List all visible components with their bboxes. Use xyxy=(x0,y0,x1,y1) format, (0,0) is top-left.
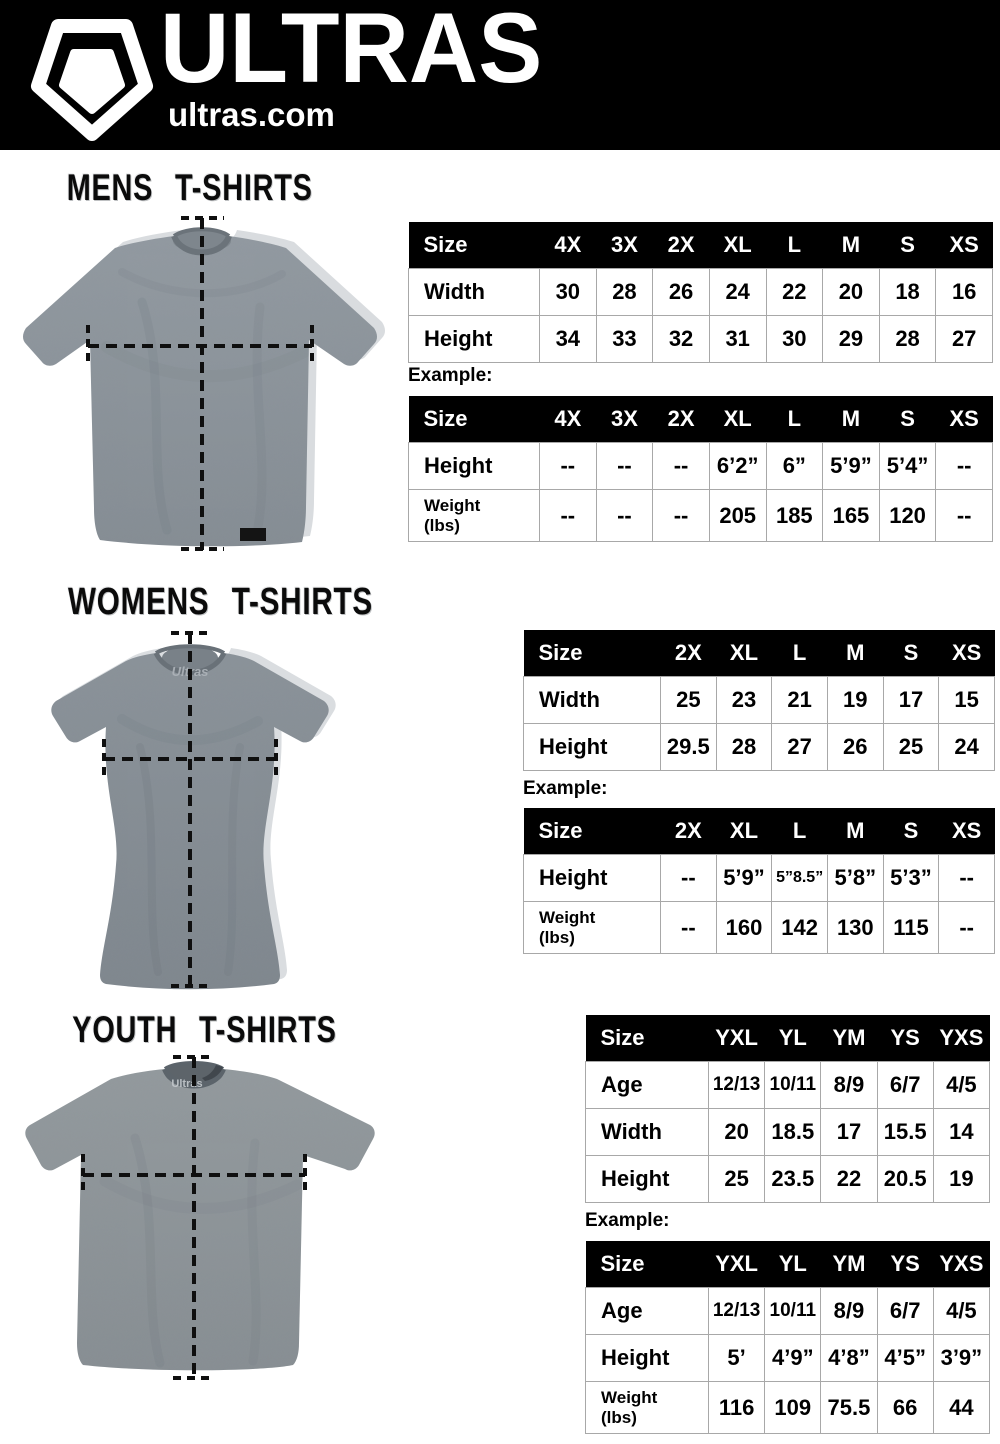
size-column-header: Size xyxy=(524,808,661,855)
size-value-cell: 14 xyxy=(933,1109,989,1156)
row-label: Age xyxy=(586,1062,709,1109)
size-value-cell: 28 xyxy=(716,724,772,771)
mens-example-label: Example: xyxy=(408,365,493,386)
size-header-cell: YXS xyxy=(933,1015,989,1062)
size-value-cell: 10/11 xyxy=(765,1062,821,1109)
size-value-cell: -- xyxy=(653,490,710,542)
size-value-cell: 19 xyxy=(933,1156,989,1203)
size-value-cell: 6/7 xyxy=(877,1288,933,1335)
size-value-cell: 5’8” xyxy=(827,855,883,902)
size-value-cell: 130 xyxy=(827,902,883,954)
size-header-cell: L xyxy=(772,630,828,677)
size-value-cell: 22 xyxy=(821,1156,877,1203)
table-row xyxy=(586,1156,990,1203)
size-value-cell: 6” xyxy=(766,443,823,490)
size-header-cell: XS xyxy=(936,222,993,269)
size-value-cell: 20.5 xyxy=(877,1156,933,1203)
size-header-cell: S xyxy=(883,808,939,855)
table-row xyxy=(409,490,993,542)
collar-brand-print: Ultras xyxy=(171,1078,203,1090)
size-value-cell: 27 xyxy=(772,724,828,771)
size-value-cell: 4’9” xyxy=(765,1335,821,1382)
size-value-cell: 25 xyxy=(883,724,939,771)
size-header-cell: XL xyxy=(716,808,772,855)
size-value-cell: 115 xyxy=(883,902,939,954)
size-value-cell: -- xyxy=(939,902,995,954)
size-header-cell: YS xyxy=(877,1015,933,1062)
size-header-cell: YXL xyxy=(709,1241,765,1288)
size-value-cell: 142 xyxy=(772,902,828,954)
row-label: Weight (lbs) xyxy=(586,1382,709,1434)
youth-section-title: YOUTH T-SHIRTS xyxy=(72,1009,337,1050)
size-header-cell: M xyxy=(827,630,883,677)
size-header-cell: XL xyxy=(709,222,766,269)
size-value-cell: 33 xyxy=(596,316,653,363)
size-column-header: Size xyxy=(586,1241,709,1288)
size-value-cell: -- xyxy=(653,443,710,490)
size-value-cell: 116 xyxy=(709,1382,765,1434)
size-value-cell: 29.5 xyxy=(661,724,717,771)
size-value-cell: -- xyxy=(936,443,993,490)
ultras-pentagon-logo-icon xyxy=(28,8,156,142)
size-header-cell: 2X xyxy=(653,222,710,269)
size-header-cell: 3X xyxy=(596,222,653,269)
womens-tshirt-image xyxy=(40,627,340,999)
table-row xyxy=(409,443,993,490)
size-value-cell: 16 xyxy=(936,269,993,316)
size-value-cell: 12/13 xyxy=(709,1062,765,1109)
youth-size-table xyxy=(585,1015,990,1203)
site-domain: ultras.com xyxy=(168,96,335,133)
row-label: Height xyxy=(409,443,540,490)
size-header-cell: 2X xyxy=(661,630,717,677)
size-header-cell: 3X xyxy=(596,396,653,443)
size-value-cell: 44 xyxy=(933,1382,989,1434)
size-value-cell: 18.5 xyxy=(765,1109,821,1156)
size-header-cell: L xyxy=(772,808,828,855)
mens-size-table xyxy=(408,222,993,363)
size-header-cell: M xyxy=(823,222,880,269)
row-label: Height xyxy=(524,724,661,771)
size-value-cell: 28 xyxy=(879,316,936,363)
size-value-cell: 23 xyxy=(716,677,772,724)
size-value-cell: 4’8” xyxy=(821,1335,877,1382)
size-value-cell: 28 xyxy=(596,269,653,316)
size-value-cell: 30 xyxy=(766,316,823,363)
size-value-cell: 30 xyxy=(540,269,597,316)
size-value-cell: 19 xyxy=(827,677,883,724)
row-label: Height xyxy=(586,1156,709,1203)
size-header-cell: XS xyxy=(939,630,995,677)
womens-example-label: Example: xyxy=(523,778,608,799)
size-value-cell: 23.5 xyxy=(765,1156,821,1203)
table-row xyxy=(586,1062,990,1109)
size-header-cell: S xyxy=(883,630,939,677)
size-column-header: Size xyxy=(524,630,661,677)
youth-example-label: Example: xyxy=(585,1210,670,1231)
size-value-cell: 5’3” xyxy=(883,855,939,902)
size-value-cell: 31 xyxy=(709,316,766,363)
table-row xyxy=(586,1335,990,1382)
mens-tshirt-image xyxy=(12,212,394,560)
size-value-cell: 25 xyxy=(661,677,717,724)
size-value-cell: 10/11 xyxy=(765,1288,821,1335)
size-header-cell: M xyxy=(827,808,883,855)
size-value-cell: 21 xyxy=(772,677,828,724)
size-value-cell: -- xyxy=(936,490,993,542)
size-header-cell: S xyxy=(879,396,936,443)
size-header-cell: YL xyxy=(765,1015,821,1062)
womens-section-title: WOMENS T-SHIRTS xyxy=(68,581,373,623)
size-value-cell: -- xyxy=(596,490,653,542)
size-value-cell: -- xyxy=(661,902,717,954)
size-value-cell: -- xyxy=(540,490,597,542)
size-value-cell: 6/7 xyxy=(877,1062,933,1109)
size-value-cell: -- xyxy=(596,443,653,490)
row-label: Width xyxy=(409,269,540,316)
youth-example-table xyxy=(585,1241,990,1434)
womens-example-table xyxy=(523,808,995,954)
table-row xyxy=(586,1109,990,1156)
size-header-cell: XL xyxy=(709,396,766,443)
size-header-cell: M xyxy=(823,396,880,443)
size-value-cell: 27 xyxy=(936,316,993,363)
size-value-cell: 26 xyxy=(653,269,710,316)
size-column-header: Size xyxy=(409,396,540,443)
size-value-cell: 17 xyxy=(883,677,939,724)
size-value-cell: 34 xyxy=(540,316,597,363)
size-value-cell: 26 xyxy=(827,724,883,771)
table-row xyxy=(524,724,995,771)
size-value-cell: 3’9” xyxy=(933,1335,989,1382)
size-value-cell: 8/9 xyxy=(821,1062,877,1109)
size-value-cell: 4/5 xyxy=(933,1062,989,1109)
size-header-cell: S xyxy=(879,222,936,269)
size-header-cell: YM xyxy=(821,1015,877,1062)
size-value-cell: 5’4” xyxy=(879,443,936,490)
size-value-cell: -- xyxy=(939,855,995,902)
size-value-cell: 15 xyxy=(939,677,995,724)
size-header-cell: YXL xyxy=(709,1015,765,1062)
size-value-cell: 32 xyxy=(653,316,710,363)
table-row xyxy=(524,855,995,902)
row-label: Height xyxy=(409,316,540,363)
size-value-cell: 12/13 xyxy=(709,1288,765,1335)
size-header-cell: YS xyxy=(877,1241,933,1288)
row-label: Width xyxy=(586,1109,709,1156)
header-banner xyxy=(0,0,1000,150)
size-value-cell: 185 xyxy=(766,490,823,542)
size-value-cell: 22 xyxy=(766,269,823,316)
row-label: Width xyxy=(524,677,661,724)
size-value-cell: 5”8.5” xyxy=(772,855,828,902)
size-value-cell: 15.5 xyxy=(877,1109,933,1156)
table-row xyxy=(524,677,995,724)
size-header-cell: L xyxy=(766,396,823,443)
size-header-cell: 2X xyxy=(653,396,710,443)
size-value-cell: 6’2” xyxy=(709,443,766,490)
brand-wordmark: ULTRAS xyxy=(160,0,543,103)
size-value-cell: 5’9” xyxy=(823,443,880,490)
row-label: Height xyxy=(586,1335,709,1382)
size-header-cell: 2X xyxy=(661,808,717,855)
size-value-cell: 165 xyxy=(823,490,880,542)
size-value-cell: 8/9 xyxy=(821,1288,877,1335)
row-label: Height xyxy=(524,855,661,902)
size-value-cell: 109 xyxy=(765,1382,821,1434)
size-value-cell: -- xyxy=(661,855,717,902)
mens-section-title: MENS T-SHIRTS xyxy=(66,167,313,208)
size-value-cell: 160 xyxy=(716,902,772,954)
table-row xyxy=(409,269,993,316)
size-value-cell: 205 xyxy=(709,490,766,542)
row-label: Weight (lbs) xyxy=(409,490,540,542)
size-header-cell: YL xyxy=(765,1241,821,1288)
size-header-cell: YXS xyxy=(933,1241,989,1288)
size-value-cell: 18 xyxy=(879,269,936,316)
row-label: Age xyxy=(586,1288,709,1335)
size-value-cell: 4’5” xyxy=(877,1335,933,1382)
size-value-cell: 5’9” xyxy=(716,855,772,902)
mens-example-table xyxy=(408,396,993,542)
size-header-cell: 4X xyxy=(540,222,597,269)
size-header-cell: L xyxy=(766,222,823,269)
table-row xyxy=(586,1288,990,1335)
size-value-cell: 4/5 xyxy=(933,1288,989,1335)
size-value-cell: 17 xyxy=(821,1109,877,1156)
collar-brand-print: Ultras xyxy=(171,664,209,679)
size-value-cell: 75.5 xyxy=(821,1382,877,1434)
size-value-cell: 24 xyxy=(939,724,995,771)
size-column-header: Size xyxy=(409,222,540,269)
hem-brand-tag xyxy=(240,528,266,541)
size-value-cell: 24 xyxy=(709,269,766,316)
table-row xyxy=(524,902,995,954)
size-column-header: Size xyxy=(586,1015,709,1062)
size-header-cell: 4X xyxy=(540,396,597,443)
size-value-cell: 20 xyxy=(823,269,880,316)
table-row xyxy=(586,1382,990,1434)
size-value-cell: 120 xyxy=(879,490,936,542)
size-value-cell: 25 xyxy=(709,1156,765,1203)
youth-tshirt-image xyxy=(15,1053,385,1391)
womens-size-table xyxy=(523,630,995,771)
size-value-cell: 29 xyxy=(823,316,880,363)
size-header-cell: XL xyxy=(716,630,772,677)
size-value-cell: 5’ xyxy=(709,1335,765,1382)
size-header-cell: YM xyxy=(821,1241,877,1288)
size-value-cell: -- xyxy=(540,443,597,490)
size-header-cell: XS xyxy=(936,396,993,443)
size-value-cell: 20 xyxy=(709,1109,765,1156)
size-value-cell: 66 xyxy=(877,1382,933,1434)
table-row xyxy=(409,316,993,363)
size-header-cell: XS xyxy=(939,808,995,855)
row-label: Weight (lbs) xyxy=(524,902,661,954)
